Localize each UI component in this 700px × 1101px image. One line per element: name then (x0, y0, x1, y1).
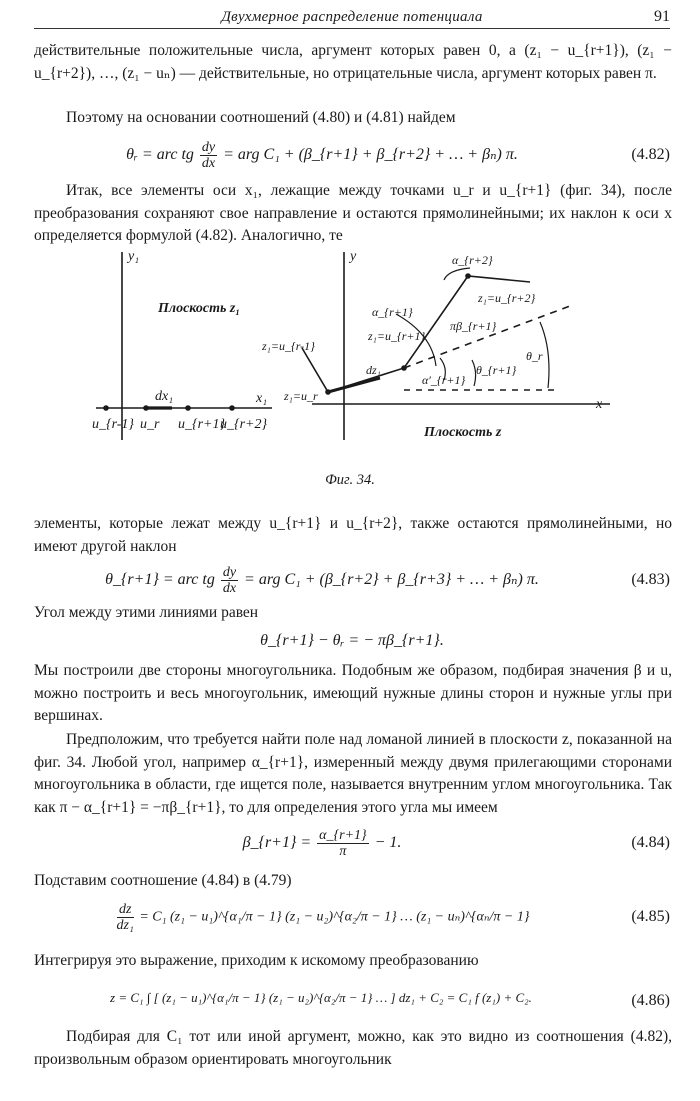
label-z1-u-r1: z₁=u_{r+1} (368, 329, 426, 343)
label-z1-u-r: z₁=u_r (284, 389, 318, 403)
paragraph-10: Подбирая для C₁ тот или иной аргумент, можно, как это видно из соотношения (4.82), произвольным образом ориентировать многоугольник (34, 1028, 672, 1068)
running-head (34, 8, 670, 29)
vertex-u-r2 (465, 273, 471, 279)
label-u-r: u_r (140, 417, 160, 432)
point-u-r2 (229, 405, 235, 411)
figure-34 (0, 240, 700, 500)
eq82-rhs: = arg C₁ + (β_{r+1} + β_{r+2} + … + βₙ) π. (223, 146, 518, 164)
point-u-r1 (185, 405, 191, 411)
eq-angle-text: θ_{r+1} − θᵣ = − πβ_{r+1}. (260, 632, 444, 649)
paragraph-2: Поэтому на основании соотношений (4.80) и (4.81) найдем (66, 109, 456, 126)
eq82-num: dy (201, 140, 216, 155)
paragraph-4: элементы, которые лежат между u_{r+1} и u_{r+2}, также остаются прямолинейными, но имеют другой наклон (34, 515, 672, 555)
vertex-u-r1 (401, 365, 407, 371)
vertex-u-r (325, 389, 331, 395)
label-x1: x₁ (256, 391, 268, 406)
point-u-r-1 (103, 405, 109, 411)
label-y: y (350, 249, 357, 264)
eq82-den: dx (201, 156, 216, 171)
eq84-fraction (317, 828, 368, 859)
label-x: x (596, 397, 603, 412)
label-dx1: dx₁ (155, 389, 174, 404)
eq83-lhs: θ_{r+1} = arc tg (105, 571, 215, 589)
header-title: Двухмерное распределение потенциала (221, 9, 483, 25)
eq85-fraction (117, 902, 134, 933)
equation-angle (34, 632, 670, 662)
eq86-number: (4.86) (631, 992, 670, 1009)
paragraph-9: Интегрируя это выражение, приходим к искомому преобразованию (34, 952, 479, 969)
equation-4-85 (34, 902, 670, 932)
eq85-rhs: = C₁ (z₁ − u₁)^{α₁/π − 1} (z₁ − u₂)^{α₂/π − 1} … (z₁ − uₙ)^{αₙ/π − 1} (139, 909, 530, 925)
label-y1: y₁ (128, 249, 140, 264)
eq84-num: α_{r+1} (319, 828, 367, 843)
label-z1-u-r-1: z₁=u_{r-1} (262, 339, 315, 353)
paragraph-6: Мы построили две стороны многоугольника. Подобным же образом, подбирая значения β и u, можно построить и весь многоугольник, имеющий нужные длины сторон и нужные углы при вершинах. (34, 662, 672, 724)
eq84-rhs: − 1. (374, 834, 402, 852)
point-u-r (143, 405, 149, 411)
paragraph-7: Предположим, что требуется найти поле над ломаной линией в плоскости z, показанной на фиг. 34. Любой угол, например α_{r+1}, измеренный между двумя прилегающими сторонами многоугольника в области, где ищется поле, называется внутренним углом многоугольника. Так как π − α_{r+1} = −πβ_{r+1}, то для определения этого угла мы имеем (34, 731, 672, 816)
paragraph-3: Итак, все элементы оси x₁, лежащие между точками u_r и u_{r+1} (фиг. 34), после преобразования сохраняют свое направление и остаются прямолинейными; их наклон к оси x определяется формулой (4.82). Аналогично, те (34, 182, 672, 244)
eq82-fraction (200, 140, 217, 171)
eq85-num: dz (117, 902, 134, 918)
page-number: 91 (654, 8, 670, 25)
label-z1-u-r2: z₁=u_{r+2} (478, 291, 536, 305)
eq83-rhs: = arg C₁ + (β_{r+2} + β_{r+3} + … + βₙ) π. (244, 571, 539, 589)
equation-4-82 (34, 140, 670, 170)
label-u-r-1: u_{r-1} (92, 417, 135, 432)
label-u-r1: u_{r+1} (178, 417, 226, 432)
label-alpha-prime: α′_{r+1} (422, 373, 466, 387)
eq82-number: (4.82) (631, 146, 670, 163)
label-theta-r1: θ_{r+1} (476, 363, 517, 377)
equation-4-86 (34, 990, 670, 1020)
eq83-fraction (221, 565, 238, 596)
label-plane-z1: Плоскость z₁ (158, 301, 241, 316)
figure-caption: Фиг. 34. (325, 472, 375, 488)
eq84-number: (4.84) (631, 834, 670, 851)
eq85-number: (4.85) (631, 908, 670, 925)
eq86-text: z = C₁ ∫ [ (z₁ − u₁)^{α₁/π − 1} (z₁ − u₂)^{α₂/π − 1} … ] dz₁ + C₂ = C₁ f (z₁) + C₂. (110, 990, 532, 1005)
eq83-den: dx (222, 581, 237, 596)
eq83-num: dy (222, 565, 237, 580)
label-alpha-r2: α_{r+2} (452, 253, 493, 267)
label-u-r2: u_{r+2} (220, 417, 268, 432)
label-dz1: dz₁ (366, 363, 381, 377)
paragraph-5: Угол между этими линиями равен (34, 604, 259, 621)
label-alpha-r1: α_{r+1} (372, 305, 413, 319)
equation-4-84 (34, 828, 670, 858)
eq84-den: π (339, 844, 347, 859)
eq85-den: dz₁ (116, 918, 134, 933)
equation-4-83 (34, 565, 670, 595)
paragraph-8: Подставим соотношение (4.84) в (4.79) (34, 872, 292, 889)
eq84-lhs: β_{r+1} = (242, 834, 312, 852)
dz1-segment (328, 378, 380, 392)
label-pi-beta: πβ_{r+1} (450, 319, 497, 333)
label-theta-r: θ_r (526, 349, 543, 363)
label-plane-z: Плоскость z (424, 425, 502, 440)
eq82-lhs: θᵣ = arc tg (126, 146, 194, 164)
eq83-number: (4.83) (631, 571, 670, 588)
paragraph-1: действительные положительные числа, аргумент которых равен 0, а (z₁ − u_{r+1}), (z₁ − u_{r+2}), …, (z₁ − uₙ) — действительные, но отрицательные числа, аргумент которых равен π. (34, 42, 672, 82)
